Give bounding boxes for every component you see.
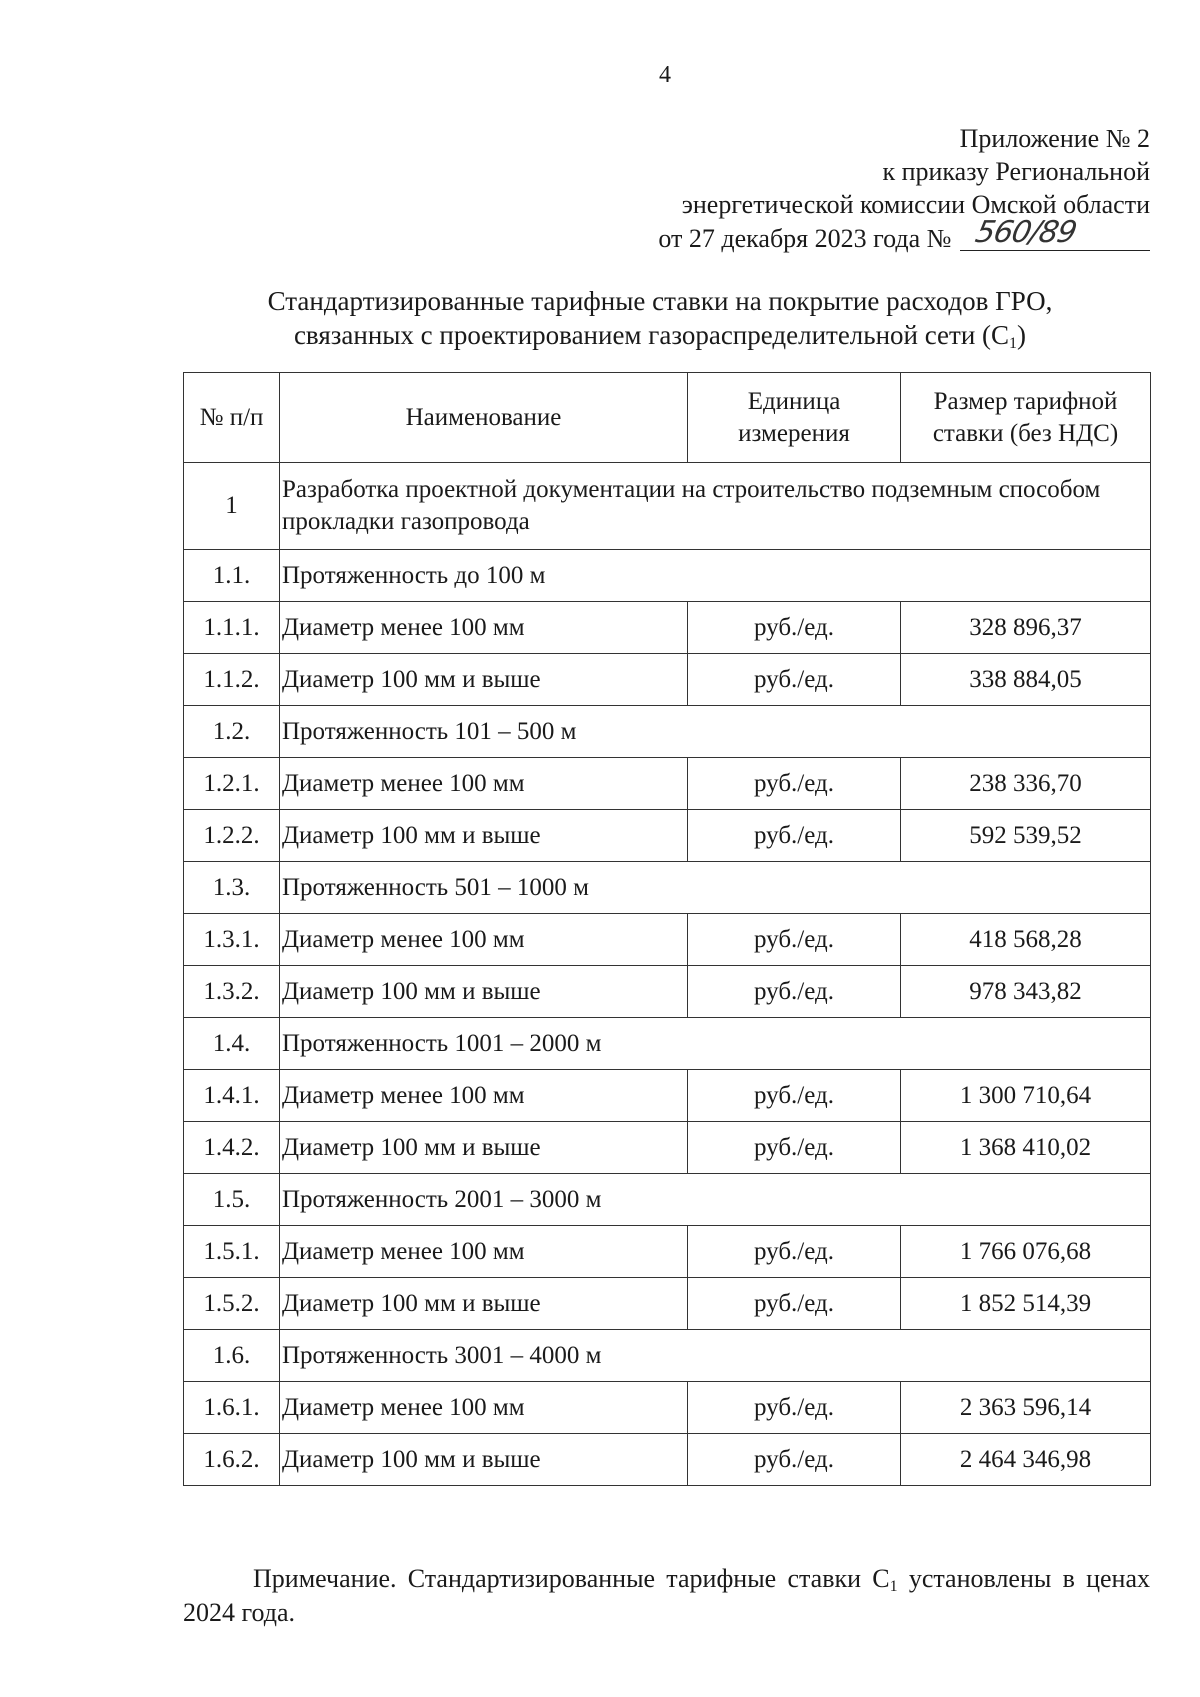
header-num: № п/п <box>184 373 280 463</box>
table-row-group <box>184 1174 1151 1226</box>
table-row-main <box>184 463 1151 550</box>
cell-name: Протяженность 501 – 1000 м <box>280 862 1151 914</box>
cell-rate: 2 363 596,14 <box>901 1382 1151 1434</box>
title-line-2 <box>180 318 1140 352</box>
order-number-handwritten: 560/89 <box>972 215 1080 250</box>
title-line-2-text: связанных с проектированием газораспределительной сети (С <box>293 320 1010 350</box>
footnote <box>183 1562 1150 1630</box>
header-unit: Единица измерения <box>688 373 901 463</box>
cell-unit: руб./ед. <box>688 1070 901 1122</box>
cell-num: 1.3.2. <box>184 966 280 1018</box>
cell-num: 1.2.1. <box>184 758 280 810</box>
cell-rate: 978 343,82 <box>901 966 1151 1018</box>
cell-rate: 592 539,52 <box>901 810 1151 862</box>
cell-num: 1.6.1. <box>184 1382 280 1434</box>
table-row-group <box>184 1330 1151 1382</box>
cell-unit: руб./ед. <box>688 966 901 1018</box>
cell-num: 1.4. <box>184 1018 280 1070</box>
cell-num: 1.5.1. <box>184 1226 280 1278</box>
cell-num: 1 <box>184 463 280 550</box>
title-subscript: 1 <box>1009 335 1018 352</box>
title-line-1: Стандартизированные тарифные ставки на покрытие расходов ГРО, <box>267 286 1053 316</box>
cell-unit: руб./ед. <box>688 758 901 810</box>
cell-name: Диаметр менее 100 мм <box>280 914 688 966</box>
cell-name: Протяженность 2001 – 3000 м <box>280 1174 1151 1226</box>
cell-unit: руб./ед. <box>688 602 901 654</box>
cell-name: Протяженность 3001 – 4000 м <box>280 1330 1151 1382</box>
table-row <box>184 1434 1151 1486</box>
table-header-row <box>184 373 1151 463</box>
footnote-text-end: установлены в ценах 2024 года. <box>183 1564 1150 1627</box>
cell-rate: 238 336,70 <box>901 758 1151 810</box>
cell-unit: руб./ед. <box>688 1278 901 1330</box>
cell-num: 1.1.1. <box>184 602 280 654</box>
table-row <box>184 966 1151 1018</box>
cell-name: Диаметр менее 100 мм <box>280 1070 688 1122</box>
cell-unit: руб./ед. <box>688 654 901 706</box>
cell-rate: 1 368 410,02 <box>901 1122 1151 1174</box>
cell-name: Разработка проектной документации на строительство подземным способом прокладки газопровода <box>280 463 1151 550</box>
cell-unit: руб./ед. <box>688 1226 901 1278</box>
order-number-field <box>960 215 1150 250</box>
table-row <box>184 1382 1151 1434</box>
cell-num: 1.5.2. <box>184 1278 280 1330</box>
table-row <box>184 1226 1151 1278</box>
cell-name: Протяженность 1001 – 2000 м <box>280 1018 1151 1070</box>
cell-rate: 1 300 710,64 <box>901 1070 1151 1122</box>
cell-num: 1.4.1. <box>184 1070 280 1122</box>
table-row <box>184 810 1151 862</box>
cell-num: 1.2.2. <box>184 810 280 862</box>
order-date-text: от 27 декабря 2023 года № <box>658 224 952 253</box>
appendix-header <box>550 122 1150 255</box>
table-row <box>184 1122 1151 1174</box>
cell-unit: руб./ед. <box>688 1382 901 1434</box>
appendix-line-2: к приказу Региональной <box>882 157 1150 186</box>
cell-name: Диаметр менее 100 мм <box>280 1382 688 1434</box>
page-number: 4 <box>659 62 671 88</box>
table-row-group <box>184 550 1151 602</box>
cell-num: 1.4.2. <box>184 1122 280 1174</box>
title-line-2-end: ) <box>1017 320 1027 350</box>
table-row-group <box>184 862 1151 914</box>
table-row-group <box>184 1018 1151 1070</box>
table-row <box>184 602 1151 654</box>
cell-rate: 2 464 346,98 <box>901 1434 1151 1486</box>
cell-rate: 328 896,37 <box>901 602 1151 654</box>
header-rate: Размер тарифной ставки (без НДС) <box>901 373 1151 463</box>
cell-unit: руб./ед. <box>688 810 901 862</box>
cell-num: 1.3. <box>184 862 280 914</box>
cell-num: 1.2. <box>184 706 280 758</box>
cell-num: 1.1.2. <box>184 654 280 706</box>
tariff-table <box>183 372 1151 1486</box>
cell-num: 1.6. <box>184 1330 280 1382</box>
cell-num: 1.6.2. <box>184 1434 280 1486</box>
table-row-group <box>184 706 1151 758</box>
cell-name: Диаметр 100 мм и выше <box>280 810 688 862</box>
cell-rate: 418 568,28 <box>901 914 1151 966</box>
table-row <box>184 654 1151 706</box>
cell-name: Протяженность 101 – 500 м <box>280 706 1151 758</box>
appendix-line-1: Приложение № 2 <box>959 124 1150 153</box>
appendix-line-3: энергетической комиссии Омской области <box>681 190 1150 219</box>
cell-name: Диаметр 100 мм и выше <box>280 1122 688 1174</box>
cell-unit: руб./ед. <box>688 1434 901 1486</box>
cell-name: Диаметр 100 мм и выше <box>280 1434 688 1486</box>
cell-name: Диаметр менее 100 мм <box>280 1226 688 1278</box>
document-title <box>180 284 1140 352</box>
cell-num: 1.5. <box>184 1174 280 1226</box>
cell-num: 1.1. <box>184 550 280 602</box>
cell-rate: 1 766 076,68 <box>901 1226 1151 1278</box>
cell-rate: 338 884,05 <box>901 654 1151 706</box>
cell-unit: руб./ед. <box>688 914 901 966</box>
header-name: Наименование <box>280 373 688 463</box>
cell-name: Протяженность до 100 м <box>280 550 1151 602</box>
cell-name: Диаметр менее 100 мм <box>280 602 688 654</box>
cell-name: Диаметр 100 мм и выше <box>280 966 688 1018</box>
cell-name: Диаметр 100 мм и выше <box>280 654 688 706</box>
table-row <box>184 758 1151 810</box>
table-row <box>184 914 1151 966</box>
footnote-subscript: 1 <box>889 1578 898 1595</box>
table-row <box>184 1278 1151 1330</box>
cell-name: Диаметр 100 мм и выше <box>280 1278 688 1330</box>
cell-num: 1.3.1. <box>184 914 280 966</box>
table-row <box>184 1070 1151 1122</box>
cell-name: Диаметр менее 100 мм <box>280 758 688 810</box>
order-number-underline <box>960 250 1150 251</box>
appendix-order-line <box>550 215 1150 255</box>
footnote-text: Примечание. Стандартизированные тарифные ставки С <box>253 1564 890 1593</box>
cell-rate: 1 852 514,39 <box>901 1278 1151 1330</box>
cell-unit: руб./ед. <box>688 1122 901 1174</box>
